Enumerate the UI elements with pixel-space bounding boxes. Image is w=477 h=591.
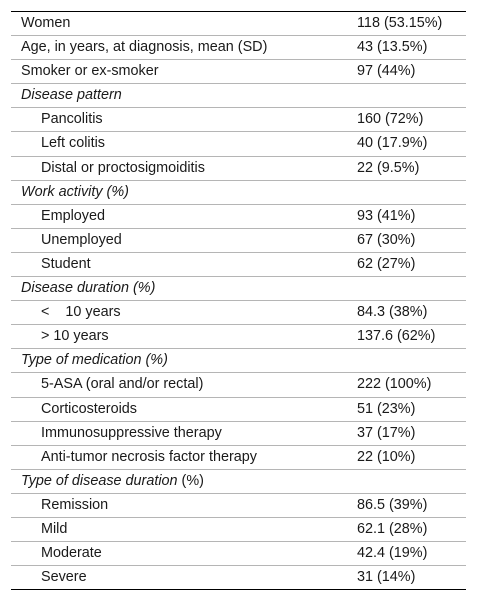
table-row [11, 132, 466, 156]
table-row [11, 445, 466, 469]
row-label: Unemployed [11, 228, 357, 252]
row-value: 160 (72%) [357, 108, 466, 132]
row-label: Mild [11, 517, 357, 541]
table-row [11, 325, 466, 349]
row-label: Immunosuppressive therapy [11, 421, 357, 445]
row-value: 42.4 (19%) [357, 542, 466, 566]
section-heading-italic: Type of disease duration [21, 472, 178, 489]
row-value: 118 (53.15%) [357, 15, 443, 31]
table-row [11, 36, 466, 60]
row-label: 5-ASA (oral and/or rectal) [11, 373, 357, 397]
row-label: Remission [11, 493, 357, 517]
row-label: Moderate [11, 542, 357, 566]
table-row [11, 301, 466, 325]
patient-characteristics-table [11, 11, 466, 590]
table-row [11, 60, 466, 84]
row-value: 86.5 (39%) [357, 493, 466, 517]
row-label: > 10 years [11, 325, 357, 349]
row-label: Women [21, 15, 71, 31]
row-label: Distal or proctosigmoiditis [11, 156, 357, 180]
row-value: 93 (41%) [357, 204, 466, 228]
row-label: Employed [11, 204, 357, 228]
table-row [11, 373, 466, 397]
row-value: 37 (17%) [357, 421, 466, 445]
row-label: Anti-tumor necrosis factor therapy [11, 445, 357, 469]
table-row [11, 421, 466, 445]
row-value: 22 (10%) [357, 445, 466, 469]
section-row [11, 277, 466, 301]
row-value: 22 (9.5%) [357, 156, 466, 180]
row-label: Severe [11, 566, 357, 590]
row-value: 40 (17.9%) [357, 132, 466, 156]
section-heading: Disease pattern [11, 84, 466, 108]
row-value: 62.1 (28%) [357, 517, 466, 541]
row-label: Smoker or ex-smoker [11, 60, 357, 84]
section-heading-plain: (%) [177, 472, 204, 489]
row-label: Age, in years, at diagnosis, mean (SD) [11, 36, 357, 60]
section-heading [11, 469, 466, 493]
row-label: Corticosteroids [11, 397, 357, 421]
table-row [11, 204, 466, 228]
row-label: Left colitis [11, 132, 357, 156]
less-than-symbol: < [41, 304, 50, 321]
row-value: 97 (44%) [357, 60, 466, 84]
table-row [11, 493, 466, 517]
row-value: 222 (100%) [357, 373, 466, 397]
table-row [11, 517, 466, 541]
table-row [11, 542, 466, 566]
characteristics-table [11, 11, 466, 590]
row-value: 62 (27%) [357, 252, 466, 276]
row-label-text: 10 years [65, 304, 121, 321]
row-value: 84.3 (38%) [357, 301, 466, 325]
table-row [11, 108, 466, 132]
row-value: 31 (14%) [357, 566, 466, 590]
table-row [11, 156, 466, 180]
row-label [11, 301, 357, 325]
section-row [11, 349, 466, 373]
row-value: 67 (30%) [357, 228, 466, 252]
table-row [11, 252, 466, 276]
section-row [11, 469, 466, 493]
section-row [11, 180, 466, 204]
row-label: Pancolitis [11, 108, 357, 132]
section-heading: Work activity (%) [11, 180, 466, 204]
row-value: 43 (13.5%) [357, 36, 466, 60]
row-label: Student [11, 252, 357, 276]
section-row [11, 84, 466, 108]
table-row [11, 228, 466, 252]
row-value: 51 (23%) [357, 397, 466, 421]
table-row [11, 566, 466, 590]
table-row [11, 397, 466, 421]
row-value: 137.6 (62%) [357, 325, 466, 349]
section-heading: Disease duration (%) [11, 277, 466, 301]
table-row [11, 12, 466, 36]
section-heading: Type of medication (%) [11, 349, 466, 373]
